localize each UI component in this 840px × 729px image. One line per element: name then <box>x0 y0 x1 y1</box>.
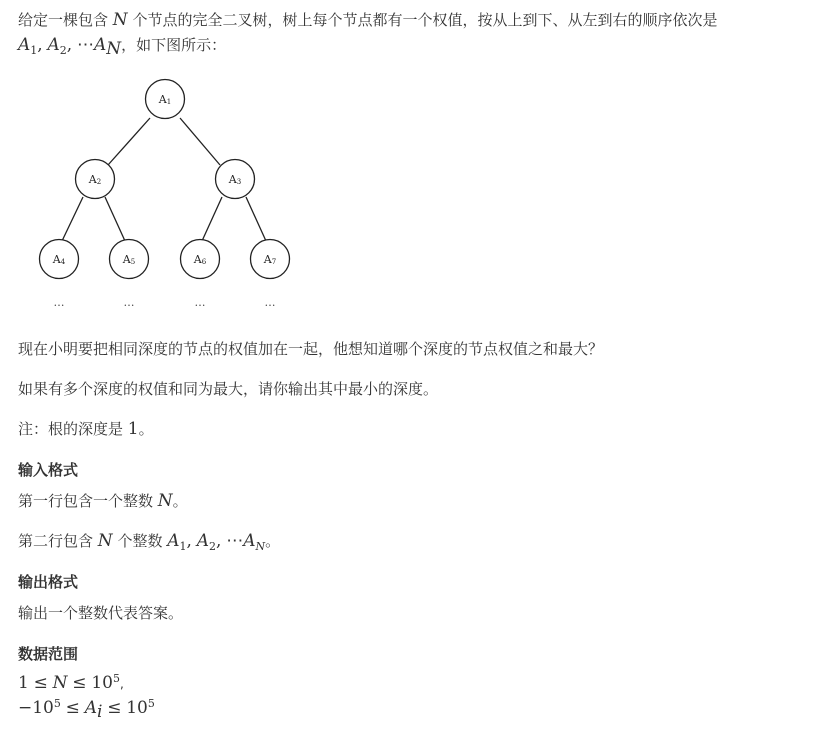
in-seq-sep2: , <box>216 531 222 551</box>
input-line-2 <box>18 529 280 553</box>
range2-exp-b: 5 <box>147 697 155 710</box>
in-seq-a2: A <box>196 531 209 551</box>
tree-node-subscript: 3 <box>236 178 242 186</box>
tree-node-label: A2 <box>88 173 102 186</box>
var-n: N <box>112 10 128 30</box>
in-seq-sub2: 2 <box>209 540 216 553</box>
output-line: 输出一个整数代表答案。 <box>18 604 184 622</box>
intro-text-3: ，如下图所示： <box>121 36 227 54</box>
seq-sub2: 2 <box>59 44 67 57</box>
intro-text-2: 个节点的完全二叉树，树上每个节点都有一个权值，按从上到下、从左到右的顺序依次是 <box>132 11 718 29</box>
tree-node-subscript: 1 <box>166 98 172 106</box>
tree-ellipsis: … <box>264 296 276 309</box>
tree-node-subscript: 4 <box>60 258 66 266</box>
tree-node-subscript: 6 <box>201 258 207 266</box>
input-line-1 <box>18 489 188 513</box>
range2-le-b: ≤ <box>107 698 122 718</box>
tree-node-label: A7 <box>263 253 277 266</box>
edge-3-7 <box>246 197 266 241</box>
input-format-heading: 输入格式 <box>18 461 79 479</box>
note-value: 1 <box>127 419 139 439</box>
range2-ten: 10 <box>126 698 148 718</box>
seq-sep2: , <box>66 35 73 55</box>
edge-2-5 <box>105 197 125 241</box>
input-line1-n: N <box>157 491 173 511</box>
intro-line-1 <box>18 8 717 32</box>
output-format-heading: 输出格式 <box>18 573 79 591</box>
in-seq-sub1: 1 <box>179 540 187 553</box>
tree-node-subscript: 5 <box>130 258 136 266</box>
in-seq-subn: N <box>255 540 266 553</box>
range-line-1 <box>18 671 124 696</box>
intro-line-2 <box>18 33 226 57</box>
input-line2-text-a: 第二行包含 <box>18 532 94 550</box>
range1-one: 1 <box>18 673 29 693</box>
tree-node-label: A4 <box>52 253 66 266</box>
tree-node-label: A3 <box>228 173 242 186</box>
range1-n: N <box>52 673 68 693</box>
range-line-2 <box>18 696 155 720</box>
note-end: 。 <box>138 420 154 438</box>
binary-tree-diagram <box>20 74 340 314</box>
tree-node-label: A6 <box>193 253 207 266</box>
range1-le-b: ≤ <box>72 673 87 693</box>
intro-text-1: 给定一棵包含 <box>18 11 109 29</box>
range1-ten: 10 <box>91 673 113 693</box>
tree-ellipsis: … <box>194 296 206 309</box>
range2-le-a: ≤ <box>65 698 80 718</box>
range2-i: i <box>96 702 103 722</box>
edge-3-6 <box>202 197 222 241</box>
note-line <box>18 417 154 441</box>
seq-sep1: , <box>37 35 43 55</box>
edge-2-4 <box>62 197 83 241</box>
in-seq-dots: ⋯ <box>226 531 244 551</box>
tree-node-label: A5 <box>122 253 136 266</box>
range1-exp: 5 <box>112 672 120 685</box>
tree-ellipsis: … <box>123 296 135 309</box>
seq-sub1: 1 <box>30 44 38 57</box>
edge-1-2 <box>108 118 150 165</box>
in-seq-sep1: , <box>186 531 192 551</box>
in-seq-a1: A <box>167 531 180 551</box>
input-line2-n: N <box>97 531 113 551</box>
seq-subn: N <box>106 39 122 59</box>
input-line2-end: 。 <box>265 532 281 550</box>
data-range-heading: 数据范围 <box>18 645 79 663</box>
range1-comma: , <box>119 677 124 691</box>
input-line2-text-b: 个整数 <box>117 532 163 550</box>
tree-node-subscript: 2 <box>96 178 102 186</box>
paragraph-2: 如果有多个深度的权值和同为最大，请你输出其中最小的深度。 <box>18 380 439 398</box>
tree-node-subscript: 7 <box>271 258 277 266</box>
paragraph-1: 现在小明要把相同深度的节点的权值加在一起，他想知道哪个深度的节点权值之和最大？ <box>18 340 604 358</box>
in-seq-an: A <box>243 531 256 551</box>
tree-node-label: A1 <box>158 93 172 106</box>
seq-an: A <box>93 35 107 55</box>
range2-a: A <box>84 698 97 718</box>
range2-exp-a: 5 <box>53 697 61 710</box>
edge-1-3 <box>180 118 220 165</box>
range2-neg-ten: −10 <box>18 698 54 718</box>
input-line1-end: 。 <box>172 492 188 510</box>
seq-a1: A <box>18 35 31 55</box>
note-text: 注：根的深度是 <box>18 420 124 438</box>
tree-ellipsis: … <box>53 296 65 309</box>
input-line1-text: 第一行包含一个整数 <box>18 492 154 510</box>
seq-a2: A <box>47 35 60 55</box>
seq-dots: ⋯ <box>76 35 94 55</box>
range1-le-a: ≤ <box>33 673 48 693</box>
